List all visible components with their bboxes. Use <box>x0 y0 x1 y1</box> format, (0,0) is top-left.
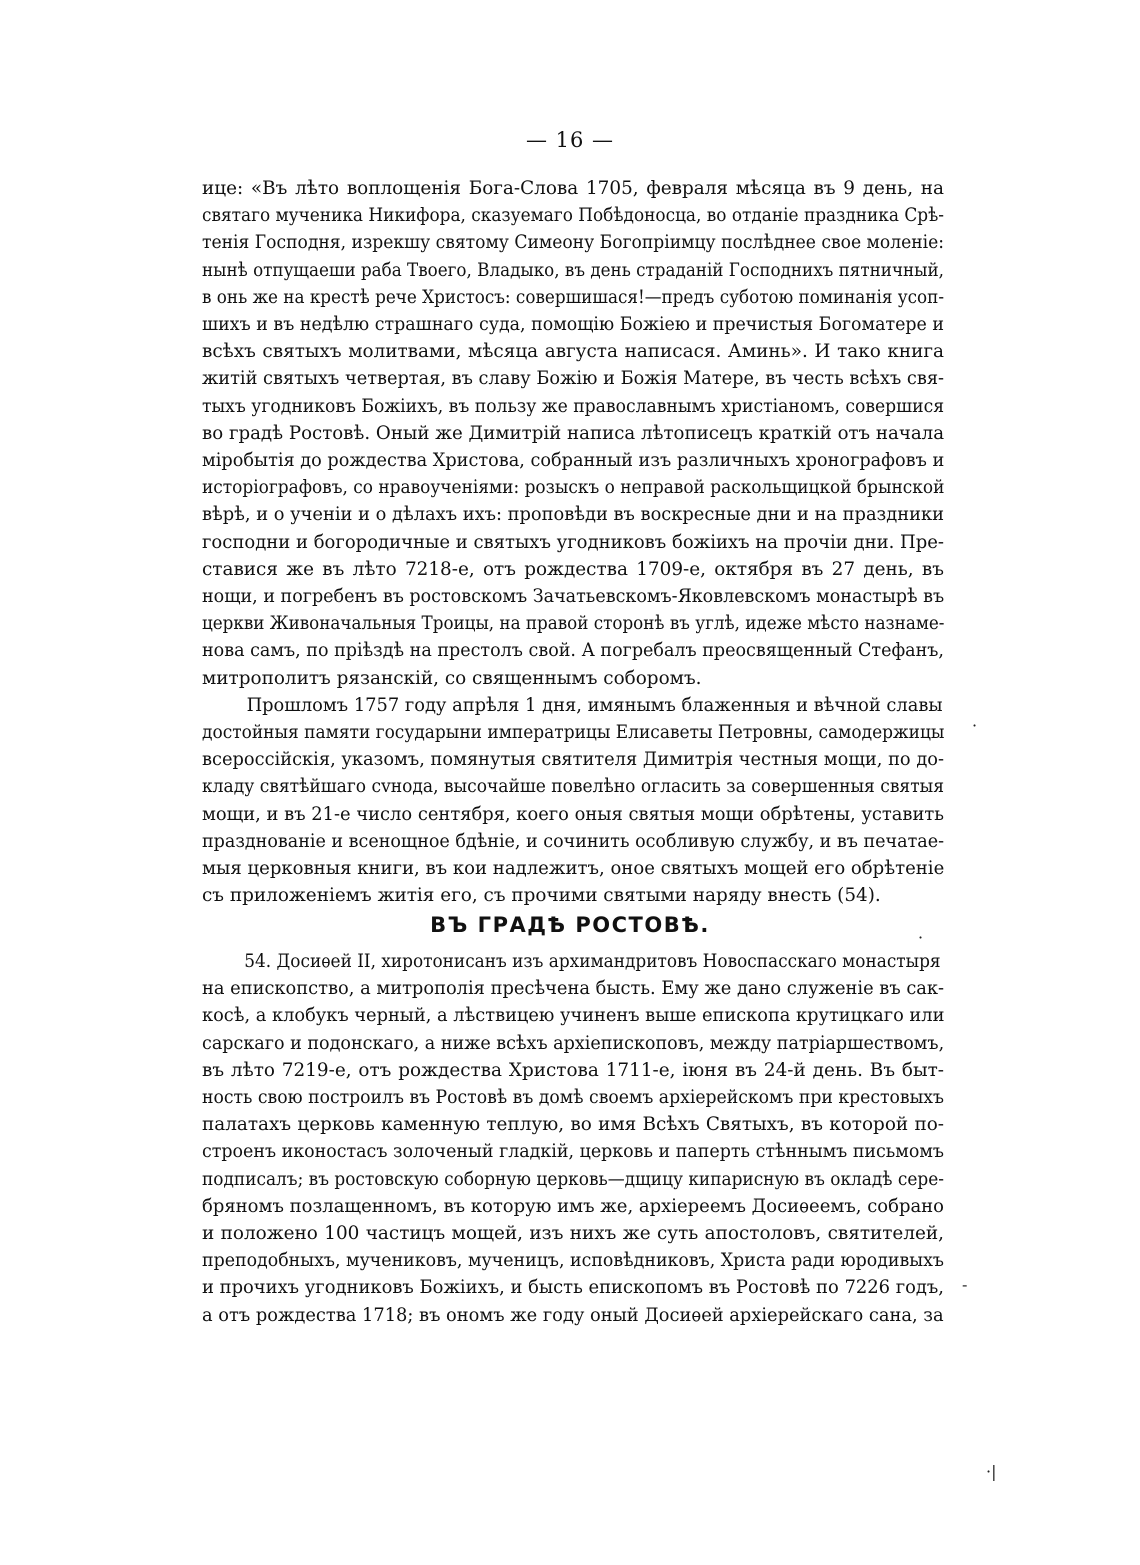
text-line: и прочихъ угодниковъ Божіихъ, и бысть епископомъ въ Ростовѣ по 7226 годъ, <box>202 1277 944 1299</box>
text-line: во градѣ Ростовѣ. Оный же Димитрій написа лѣтописецъ краткій отъ начала <box>202 422 945 444</box>
text-line: въ лѣто 7219-е, отъ рождества Христова 1711-е, іюня въ 24-й день. Въ быт- <box>202 1059 944 1081</box>
text-line: мощи, и въ 21-е число сентября, коего оныя святыя мощи обрѣтены, уставить <box>202 803 944 825</box>
text-line: нощи, и погребенъ въ ростовскомъ Зачатьевскомъ-Яковлевскомъ монастырѣ въ <box>202 586 945 608</box>
margin-mark: ·| <box>986 1462 997 1481</box>
text-line: Прошломъ 1757 году апрѣля 1 дня, имянымъ блаженныя и вѣчной славы <box>246 694 943 716</box>
text-line: преподобныхъ, мучениковъ, мученицъ, исповѣдниковъ, Христа ради юродивыхъ <box>202 1250 944 1272</box>
section-heading: ВЪ ГРАДѢ РОСТОВѢ. <box>430 913 710 937</box>
text-line: косѣ, а клобукъ черный, а лѣствицею учиненъ выше епископа крутицкаго или <box>202 1005 945 1027</box>
text-line: господни и богородичные и святыхъ угодниковъ божіихъ на прочіи дни. Пре- <box>202 531 944 553</box>
text-line: подписалъ; въ ростовскую соборную церковь—дщицу кипарисную въ окладѣ сере- <box>202 1168 944 1190</box>
text-line: всероссійскія, указомъ, помянутыя святителя Димитрія честныя мощи, по до- <box>202 749 944 771</box>
margin-mark: · <box>972 716 978 735</box>
text-line: в онь же на крестѣ рече Христосъ: совершишася!—предъ суботою поминанія усоп- <box>202 286 944 308</box>
margin-mark: · <box>918 928 924 947</box>
text-line: нова самъ, по пріѣздѣ на престолъ свой. А погребалъ преосвященный Стефанъ, <box>202 640 944 662</box>
text-line: вѣрѣ, и о ученіи и о дѣлахъ ихъ: проповѣди въ воскресные дни и на праздники <box>202 504 944 526</box>
text-line: достойныя памяти государыни императрицы Елисаветы Петровны, самодержицы <box>202 722 945 744</box>
text-line: бряномъ позлащенномъ, въ которую имъ же, архіереемъ Досиѳеемъ, собрано <box>202 1195 944 1217</box>
margin-mark: - <box>962 1275 968 1294</box>
text-line: ставися же въ лѣто 7218-е, отъ рождества 1709-е, октября въ 27 день, въ <box>202 558 944 580</box>
text-line: палатахъ церковь каменную теплую, во имя Всѣхъ Святыхъ, въ которой по- <box>202 1114 944 1136</box>
text-line: мыя церковныя книги, въ кои надлежитъ, оное святыхъ мощей его обрѣтеніе <box>202 858 945 880</box>
text-line: съ приложеніемъ житія его, съ прочими святыми наряду внесть (54). <box>202 885 881 907</box>
text-line: а отъ рождества 1718; въ ономъ же году оный Досиѳей архіерейскаго сана, за <box>202 1304 944 1326</box>
text-line: строенъ иконостасъ золоченый гладкій, церковь и паперть стѣннымъ письмомъ <box>202 1141 944 1163</box>
text-line: на епископство, а митрополія пресѣчена бысть. Ему же дано служеніе въ сак- <box>202 978 945 1000</box>
text-line: житій святыхъ четвертая, въ славу Божію и Божія Матере, въ честь всѣхъ свя- <box>202 368 944 390</box>
section-text-block <box>202 948 944 1329</box>
text-line: исторіографовъ, со нравоученіями: розыскъ о неправой раскольщицкой брынской <box>202 477 945 499</box>
text-line: ице: «Въ лѣто воплощенія Бога-Слова 1705, февраля мѣсяца въ 9 день, на <box>202 178 944 199</box>
text-line: ность свою построилъ въ Ростовѣ въ домѣ своемъ архіерейскомъ при крестовыхъ <box>202 1087 944 1109</box>
page-number: — 16 — <box>525 128 615 152</box>
text-line: митрополитъ рязанскій, со священнымъ соборомъ. <box>202 667 702 689</box>
text-line: нынѣ отпущаеши раба Твоего, Владыко, въ день страданій Господнихъ пятничный, <box>202 259 944 281</box>
text-line: сарскаго и подонскаго, а ниже всѣхъ архіепископовъ, между патріаршествомъ, <box>202 1032 945 1054</box>
text-line: празднованіе и всенощное бдѣніе, и сочинить особливую службу, и въ печатае- <box>202 830 944 852</box>
text-line: святаго мученика Никифора, сказуемаго Побѣдоносца, во отданіе праздника Срѣ- <box>202 205 944 227</box>
text-line: всѣхъ святыхъ молитвами, мѣсяца августа написася. Аминь». И тако книга <box>202 341 944 363</box>
text-line: міробытія до рождества Христова, собранный изъ различныхъ хронографовъ и <box>202 450 945 472</box>
text-line: 54. Досиѳей II, хиротонисанъ изъ архимандритовъ Новоспасскаго монастыря <box>244 951 941 972</box>
main-text-block <box>202 175 944 909</box>
text-line: тыхъ угодниковъ Божіихъ, въ пользу же православнымъ христіаномъ, совершися <box>202 395 945 417</box>
text-line: шихъ и въ недѣлю страшнаго суда, помощію Божіею и пречистыя Богоматере и <box>202 314 944 336</box>
text-line: церкви Живоначальныя Троицы, на правой сторонѣ въ углѣ, идеже мѣсто назнаме- <box>202 613 945 635</box>
text-line: и положено 100 частицъ мощей, изъ нихъ же суть апостоловъ, святителей, <box>202 1223 944 1245</box>
text-line: тенія Господня, изрекшу святому Симеону Богопріимцу послѣднее свое моленіе: <box>202 232 945 254</box>
text-line: кладу святѣйшаго сvнода, высочайше повелѣно огласить за совершенныя святыя <box>202 776 945 798</box>
